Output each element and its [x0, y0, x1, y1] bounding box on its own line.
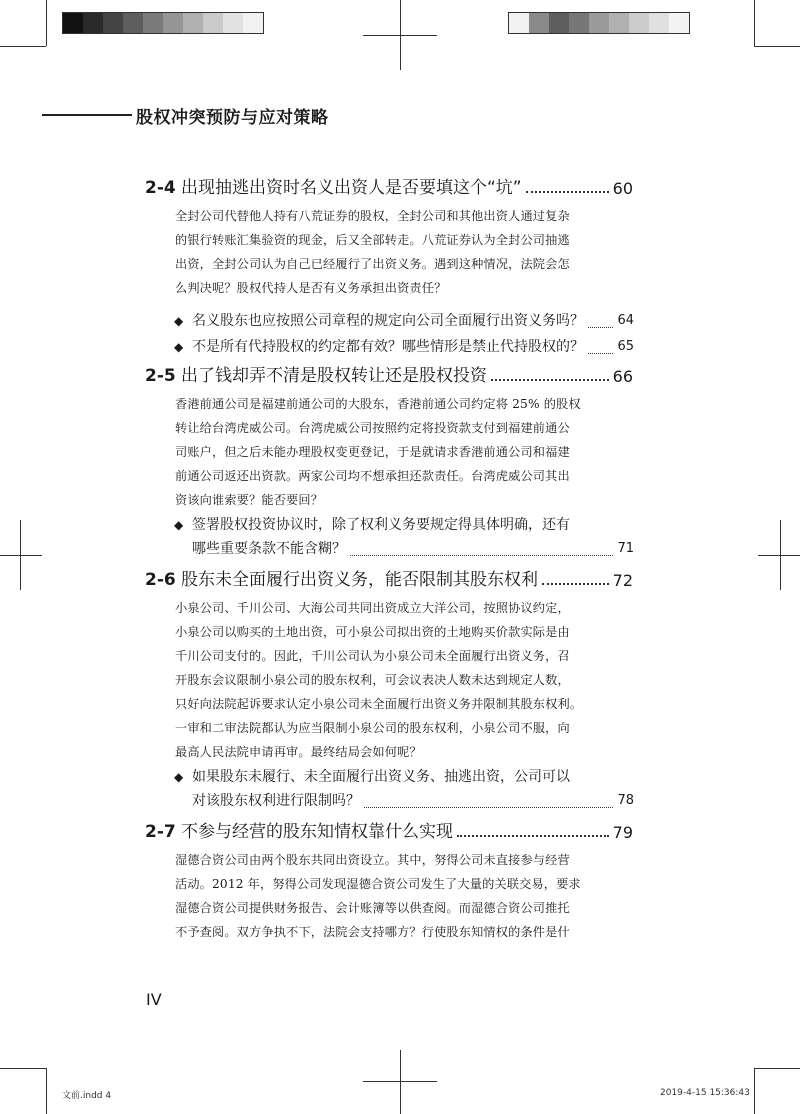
section-number: 2-6: [145, 570, 176, 590]
toc-section-heading[interactable]: [145, 818, 633, 842]
gray-swatch: [83, 13, 103, 33]
gray-swatch: [669, 13, 689, 33]
dot-leader: [542, 583, 609, 585]
subentry-page-number: 65: [617, 339, 634, 354]
summary-line: 司账户，但之后未能办理股权变更登记，于是就请求香港前通公司和福建: [175, 445, 570, 459]
gray-swatch: [123, 13, 143, 33]
gray-swatch: [589, 13, 609, 33]
summary-line: 么判决呢？股权代持人是否有义务承担出资责任？: [175, 281, 447, 295]
subentry-line: [174, 766, 634, 790]
summary-line: 小泉公司以购买的土地出资，可小泉公司拟出资的土地购买价款实际是由: [175, 625, 570, 639]
summary-line: 出资，全封公司认为自己已经履行了出资义务。遇到这种情况，法院会怎: [175, 257, 570, 271]
section-summary: [175, 596, 620, 764]
slug-timestamp: 2019-4-15 15:36:43: [660, 1088, 750, 1098]
page-number: IV: [146, 990, 162, 1009]
subentry-text: 对该股东权利进行限制吗？: [192, 793, 360, 809]
gray-swatch: [163, 13, 183, 33]
toc-subentry[interactable]: [174, 766, 634, 814]
section-title: 出现抽逃出资时名义出资人是否要填这个“坑”: [181, 178, 522, 198]
summary-line: 不予查阅。双方争执不下，法院会支持哪方？行使股东知情权的条件是什: [175, 925, 570, 939]
subentry-line: [174, 336, 634, 360]
section-number: 2-5: [145, 366, 176, 386]
toc-subentry[interactable]: [174, 310, 634, 334]
gray-swatch: [63, 13, 83, 33]
crop-mark: [754, 46, 800, 47]
subentry-page-number: 78: [617, 793, 634, 808]
crop-mark: [363, 35, 437, 36]
dot-leader: [364, 807, 613, 808]
gray-swatch: [529, 13, 549, 33]
summary-line: 开股东会议限制小泉公司的股东权利，可会议表决人数未达到规定人数，: [175, 673, 570, 687]
subentry-page-number: 71: [617, 541, 634, 556]
crop-mark: [363, 1081, 437, 1082]
crop-mark: [754, 0, 755, 46]
subentry-text: 不是所有代持股权的约定都有效？哪些情形是禁止代持股权的？: [192, 339, 584, 355]
crop-mark: [758, 555, 800, 556]
crop-mark: [754, 1068, 755, 1114]
section-title: 股东未全面履行出资义务，能否限制其股东权利: [181, 570, 538, 590]
slug-filename: 文前.indd 4: [62, 1091, 112, 1101]
dot-leader: [588, 327, 613, 328]
summary-line: 资该向谁索要？能否要回？: [175, 493, 324, 507]
section-page-number: 60: [612, 179, 633, 198]
gray-swatch: [243, 13, 263, 33]
section-page-number: 66: [612, 367, 633, 386]
subentry-page-number: 64: [617, 313, 634, 328]
grayscale-bar-left: [62, 12, 264, 34]
summary-line: 全封公司代替他人持有八荒证券的股权，全封公司和其他出资人通过复杂: [175, 209, 570, 223]
dot-leader: [588, 353, 613, 354]
header-rule: [42, 114, 132, 116]
toc-subentry[interactable]: [174, 336, 634, 360]
section-summary: [175, 848, 620, 944]
summary-line: 只好向法院起诉要求认定小泉公司未全面履行出资义务并限制其股东权利。: [175, 697, 583, 711]
subentry-line: [174, 538, 634, 562]
gray-swatch: [223, 13, 243, 33]
running-header: 股权冲突预防与应对策略: [136, 108, 329, 128]
diamond-bullet-icon: ◆: [174, 518, 184, 532]
toc-subentry[interactable]: [174, 514, 634, 562]
section-summary: [175, 204, 620, 300]
toc-section-heading[interactable]: [145, 174, 633, 198]
gray-swatch: [183, 13, 203, 33]
dot-leader: [350, 555, 613, 556]
subentry-line: [174, 514, 634, 538]
subentry-text: 名义股东也应按照公司章程的规定向公司全面履行出资义务吗？: [192, 313, 584, 329]
dot-leader: [457, 835, 609, 837]
crop-mark: [754, 1068, 800, 1069]
subentry-text: 哪些重要条款不能含糊？: [192, 541, 346, 557]
toc-section-heading[interactable]: [145, 566, 633, 590]
dot-leader: [491, 379, 609, 381]
section-number: 2-4: [145, 178, 176, 198]
subentry-text: 如果股东未履行、未全面履行出资义务、抽逃出资，公司可以: [192, 769, 570, 785]
section-title: 出了钱却弄不清是股权转让还是股权投资: [181, 366, 487, 386]
toc-section-heading[interactable]: [145, 362, 633, 386]
crop-mark: [46, 0, 47, 46]
crop-mark: [0, 555, 42, 556]
section-summary: [175, 392, 620, 512]
subentry-text: 签署股权投资协议时，除了权利义务要规定得具体明确，还有: [192, 517, 570, 533]
gray-swatch: [103, 13, 123, 33]
gray-swatch: [143, 13, 163, 33]
summary-line: 的银行转账汇集验资的现金，后又全部转走。八荒证券认为全封公司抽逃: [175, 233, 570, 247]
section-page-number: 72: [612, 571, 633, 590]
diamond-bullet-icon: ◆: [174, 340, 184, 354]
diamond-bullet-icon: ◆: [174, 770, 184, 784]
section-title: 不参与经营的股东知情权靠什么实现: [181, 822, 453, 842]
summary-line: 湿德合资公司由两个股东共同出资设立。其中，努得公司未直接参与经营: [175, 853, 570, 867]
summary-line: 千川公司支付的。因此，千川公司认为小泉公司未全面履行出资义务，召: [175, 649, 570, 663]
crop-mark: [46, 1068, 47, 1114]
gray-swatch: [569, 13, 589, 33]
summary-line: 一审和二审法院都认为应当限制小泉公司的股东权利，小泉公司不服，向: [175, 721, 570, 735]
crop-mark: [0, 46, 46, 47]
crop-mark: [400, 1050, 401, 1114]
subentry-line: [174, 790, 634, 814]
gray-swatch: [649, 13, 669, 33]
summary-line: 活动。2012 年，努得公司发现湿德合资公司发生了大量的关联交易，要求: [175, 877, 581, 891]
gray-swatch: [629, 13, 649, 33]
summary-line: 最高人民法院申请再审。最终结局会如何呢？: [175, 745, 422, 759]
gray-swatch: [609, 13, 629, 33]
diamond-bullet-icon: ◆: [174, 314, 184, 328]
dot-leader: [526, 191, 609, 193]
summary-line: 湿德合资公司提供财务报告、会计账簿等以供查阅。而湿德合资公司推托: [175, 901, 570, 915]
grayscale-bar-right: [508, 12, 690, 34]
subentry-line: [174, 310, 634, 334]
section-page-number: 79: [612, 823, 633, 842]
gray-swatch: [509, 13, 529, 33]
summary-line: 转让给台湾虎威公司。台湾虎威公司按照约定将投资款支付到福建前通公: [175, 421, 570, 435]
gray-swatch: [203, 13, 223, 33]
summary-line: 香港前通公司是福建前通公司的大股东，香港前通公司约定将 25% 的股权: [175, 397, 581, 411]
summary-line: 小泉公司、千川公司、大海公司共同出资成立大洋公司，按照协议约定，: [175, 601, 570, 615]
section-number: 2-7: [145, 822, 176, 842]
crop-mark: [0, 1068, 46, 1069]
summary-line: 前通公司返还出资款。两家公司均不想承担还款责任。台湾虎威公司其出: [175, 469, 570, 483]
gray-swatch: [549, 13, 569, 33]
